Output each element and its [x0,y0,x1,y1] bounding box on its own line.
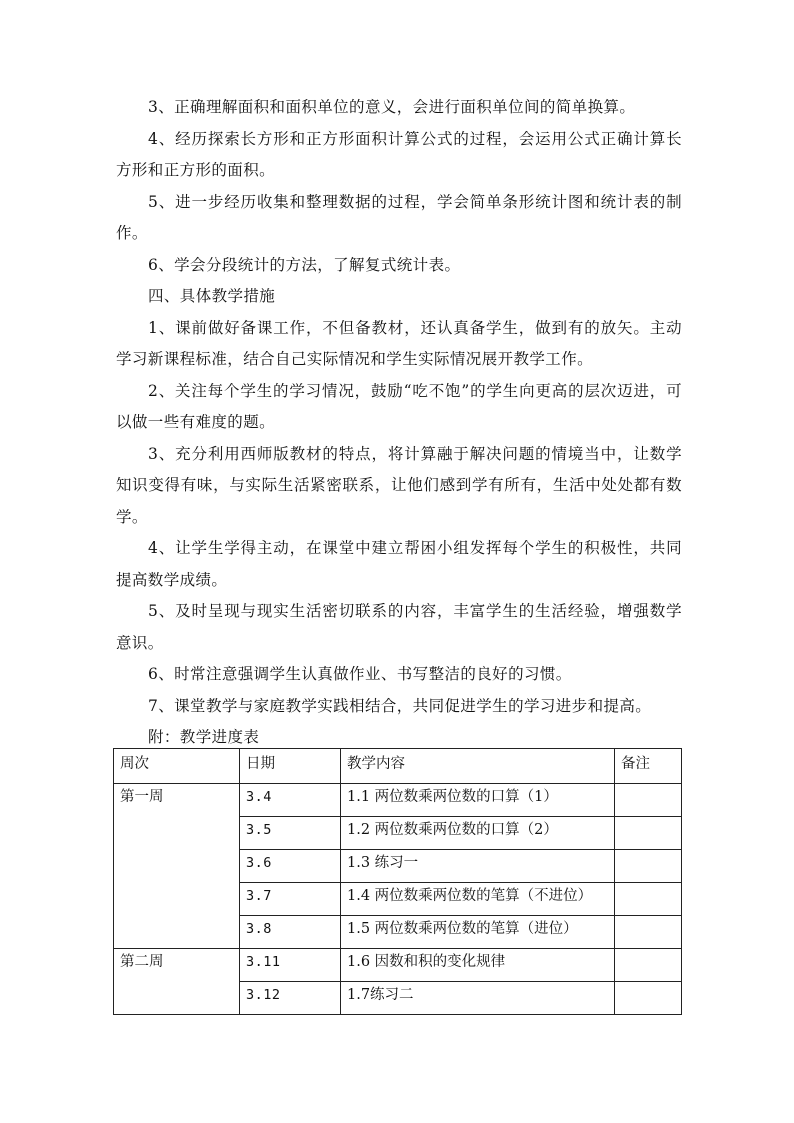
goal-item-4: 4、经历探索长方形和正方形面积计算公式的过程，会运用公式正确计算长方形和正方形的面积。 [116,129,682,179]
note-cell [615,949,682,982]
content-cell: 1.2 两位数乘两位数的口算（2） [341,817,615,850]
content-cell: 1.6 因数和积的变化规律 [341,949,615,982]
header-content: 教学内容 [341,749,615,784]
measure-item-3: 3、充分利用西师版教材的特点，将计算融于解决问题的情境当中，让数学知识变得有味，与实际生活紧密联系，让他们感到学有所有，生活中处处都有数学。 [116,444,682,526]
teaching-schedule-table [113,748,682,1015]
date-cell: 3.8 [240,916,341,949]
week-cell: 第一周 [114,784,240,949]
measure-item-4: 4、让学生学得主动，在课堂中建立帮困小组发挥每个学生的积极性，共同提高数学成绩。 [116,539,682,589]
date-cell: 3.4 [240,784,341,817]
plan-text-body [116,92,682,754]
week-cell: 第二周 [114,949,240,1015]
measure-item-2: 2、关注每个学生的学习情况，鼓励“吃不饱”的学生向更高的层次迈进，可以做一些有难度的题。 [116,381,682,431]
note-cell [615,784,682,817]
goal-item-6: 6、学会分段统计的方法，了解复式统计表。 [148,255,461,274]
measure-item-6: 6、时常注意强调学生认真做作业、书写整洁的良好的习惯。 [148,665,572,683]
date-cell: 3.12 [240,982,341,1015]
header-date: 日期 [240,749,341,784]
note-cell [615,982,682,1015]
date-cell: 3.7 [240,883,341,916]
note-cell [615,916,682,949]
table-header-row [114,749,682,784]
date-cell: 3.5 [240,817,341,850]
header-week: 周次 [114,749,240,784]
content-cell: 1.7练习二 [341,982,615,1015]
header-note: 备注 [615,749,682,784]
measure-item-1: 1、课前做好备课工作，不但备教材，还认真备学生，做到有的放矢。主动学习新课程标准，结合自己实际情况和学生实际情况展开教学工作。 [116,318,682,368]
table-row [114,949,682,982]
content-cell: 1.3 练习一 [341,850,615,883]
appendix-title: 附：教学进度表 [148,728,260,746]
note-cell [615,850,682,883]
measure-item-5: 5、及时呈现与现实生活密切联系的内容，丰富学生的生活经验，增强数学意识。 [116,602,682,652]
note-cell [615,817,682,850]
measure-item-7: 7、课堂教学与家庭教学实践相结合，共同促进学生的学习进步和提高。 [148,696,652,715]
content-cell: 1.5 两位数乘两位数的笔算（进位） [341,916,615,949]
content-cell: 1.1 两位数乘两位数的口算（1） [341,784,615,817]
date-cell: 3.6 [240,850,341,883]
goal-item-3: 3、正确理解面积和面积单位的意义，会进行面积单位间的简单换算。 [148,98,636,116]
table-row [114,784,682,817]
date-cell: 3.11 [240,949,341,982]
note-cell [615,883,682,916]
goal-item-5: 5、进一步经历收集和整理数据的过程，学会简单条形统计图和统计表的制作。 [116,192,682,242]
section-heading-measures: 四、具体教学措施 [148,287,276,305]
content-cell: 1.4 两位数乘两位数的笔算（不进位） [341,883,615,916]
